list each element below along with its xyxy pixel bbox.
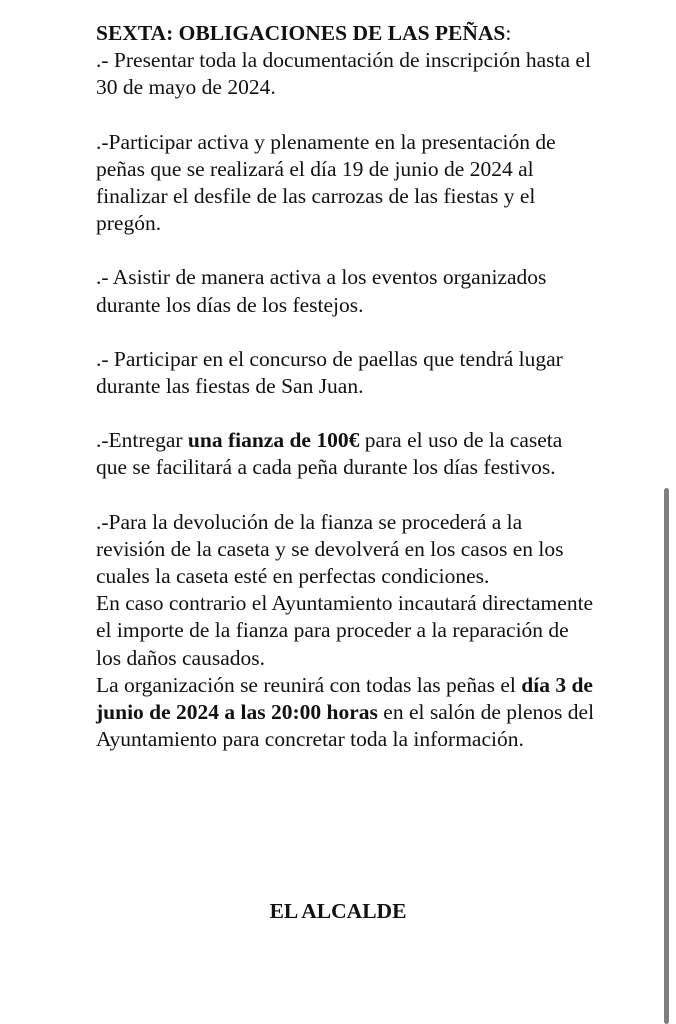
paragraph-meeting xyxy=(96,672,596,754)
paragraph-forfeit: En caso contrario el Ayuntamiento incautará directamente el importe de la fianza para proceder a la reparación de los daños causados. xyxy=(96,591,594,670)
paragraph-paella-contest: .- Participar en el concurso de paellas que tendrá lugar durante las fiestas de San Juan. xyxy=(96,346,563,399)
deposit-amount: una fianza de 100€ xyxy=(187,428,360,453)
paragraph-events: .- Asistir de manera activa a los eventos organizados durante los días de los festejos. xyxy=(96,265,547,317)
vertical-scrollbar[interactable] xyxy=(664,488,669,1024)
paragraph-refund: .-Para la devolución de la fianza se procederá a la revisión de la caseta y se devolverá en los casos en los cuales la caseta esté en perfectas condiciones. xyxy=(96,509,564,589)
paragraph-documentation: .- Presentar toda la documentación de inscripción hasta el 30 de mayo de 2024. xyxy=(96,48,591,100)
section-heading xyxy=(96,20,596,47)
meeting-date: día 3 de junio de 2024 a las 20:00 horas xyxy=(96,672,593,725)
document-body xyxy=(96,20,596,753)
paragraph-deposit-text: .-Entregar xyxy=(96,428,188,453)
paragraph-presentation: .-Participar activa y plenamente en la presentación de peñas que se realizará el día 19 de junio de 2024 al finalizar el desfile de las carrozas de las fiestas y el pregón. xyxy=(96,129,556,236)
paragraph-deposit xyxy=(96,427,596,481)
paragraph-deposit-text-end: para el uso de la caseta que se facilitará a cada peña durante los días festivos. xyxy=(96,428,563,480)
section-heading-title: SEXTA: OBLIGACIONES DE LAS PEÑAS xyxy=(96,21,506,45)
signature: EL ALCALDE xyxy=(269,899,407,923)
paragraph-meeting-text: La organización se reunirá con todas las peñas el xyxy=(96,672,522,697)
section-heading-colon: : xyxy=(505,21,512,45)
paragraph-meeting-text-end: en el salón de plenos del Ayuntamiento para concretar toda la información. xyxy=(96,700,595,752)
